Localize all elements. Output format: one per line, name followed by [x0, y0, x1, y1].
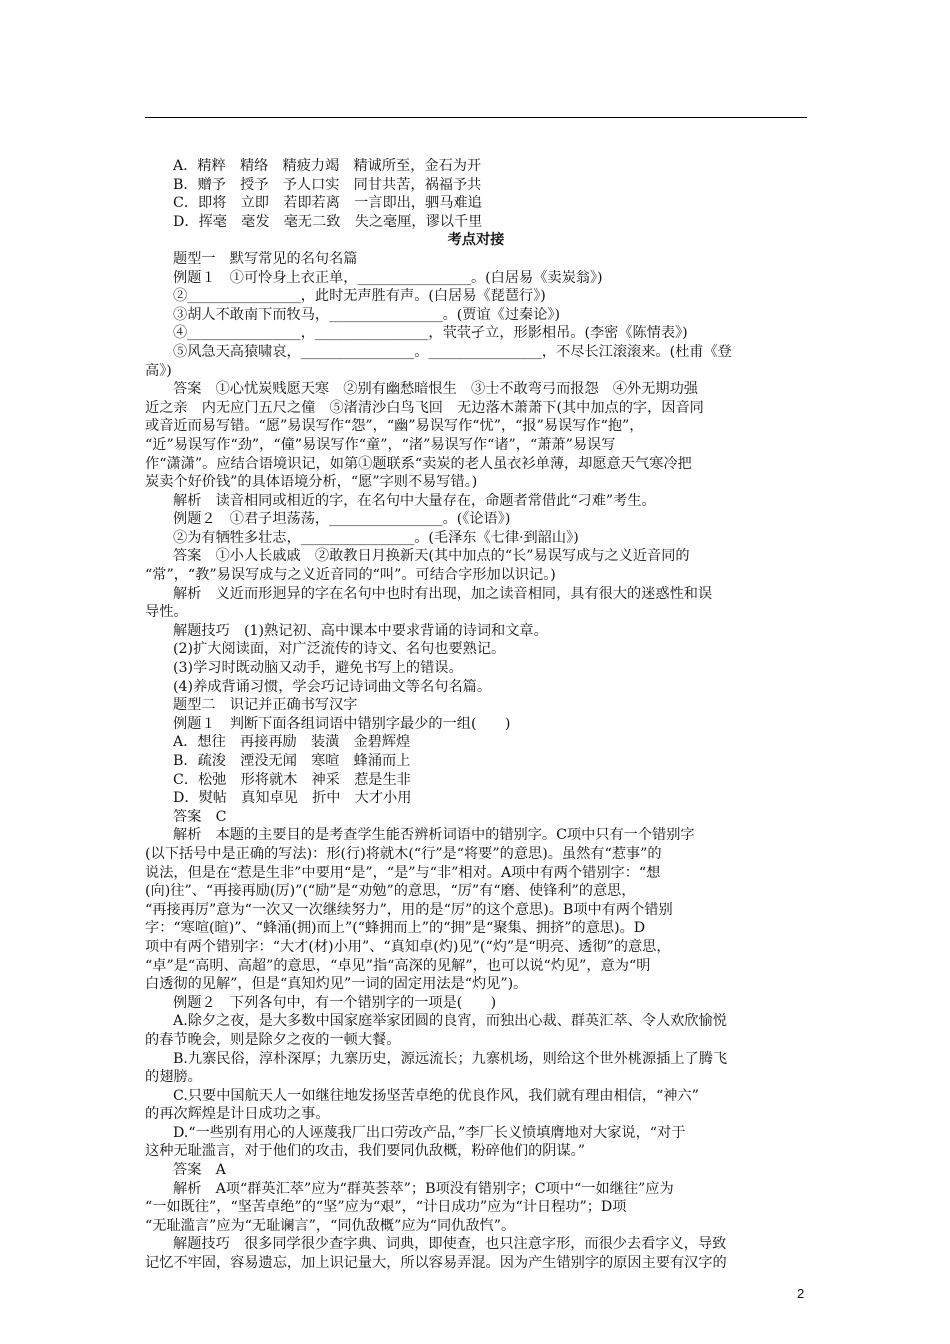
text-line: 解题技巧 很多同学很少查字典、词典，即使查，也只注意字形，而很少去看字义，导致 [173, 1236, 727, 1253]
text-line: A．想往 再接再励 装潢 金碧辉煌 [173, 734, 411, 751]
text-line: 解析 本题的主要目的是考查学生能否辨析词语中的错别字。C项中只有一个错别字 [173, 827, 695, 844]
text-line: 例题２ ①君子坦荡荡，________________。(《论语》) [173, 511, 511, 528]
section-title: 考点对接 [447, 232, 505, 249]
text-line: C．即将 立即 若即若离 一言即出，驷马难追 [173, 195, 482, 212]
document-body [145, 157, 807, 1273]
text-line: (2)扩大阅读面，对广泛流传的诗文、名句也要熟记。 [173, 641, 506, 658]
text-line: 的春节晚会，则是除夕之夜的一顿大餐。 [145, 1031, 401, 1048]
text-line: “再接再厉”意为“一次又一次继续努力”，用的是“厉”的这个意思)。B项中有两个错别 [145, 901, 673, 918]
text-line: 近之亲 内无应门五尺之僮 ⑤渚清沙白鸟飞回 无边落木萧萧下(其中加点的字，因音同 [145, 399, 704, 416]
text-line: A．精粹 精络 精疲力竭 精诚所至，金石为开 [173, 158, 482, 174]
text-line: ④________________，________________，茕茕孑立，形影相吊。(李密《陈情表》) [173, 325, 688, 342]
text-line: C．松弛 形将就木 神采 惹是生非 [173, 771, 411, 788]
text-line: ⑤风急天高猿啸哀，________________。________________，不尽长江滚滚来。(杜甫《登 [173, 343, 732, 360]
text-line: 题型二 识记并正确书写汉字 [173, 697, 358, 714]
text-line: C.只要中国航天人一如继往地发扬坚苦卓绝的优良作风，我们就有理由相信，“神六” [173, 1087, 699, 1104]
text-line: 这种无耻滥言，对于他们的攻击，我们要同仇敌概，粉碎他们的阴谋。” [145, 1143, 585, 1160]
text-line: “常”，“教”易误写成与之义近音同的“叫”。可结合字形加以识记。) [145, 567, 556, 584]
text-line: B．疏浚 湮没无闻 寒喧 蜂涌而上 [173, 753, 411, 769]
text-line: 的再次辉煌是计日成功之事。 [145, 1106, 330, 1123]
header-rule [145, 117, 807, 118]
text-line: B.九寨民俗，淳朴深厚；九寨历史，源远流长；九寨机场，则给这个世外桃源插上了腾飞 [173, 1050, 728, 1067]
text-line: (向)往”、“再接再励(厉)”(“励”是“劝勉”的意思，“厉”有“磨、使锋利”的意思， [145, 883, 636, 900]
text-line: 解析 义近而形迥异的字在名句中也时有出现，加之读音相同，具有很大的迷惑性和误 [173, 585, 713, 602]
text-line: 答案 ①心忧炭贱愿天寒 ②别有幽愁暗恨生 ③士不敢弯弓而报怨 ④外无期功强 [173, 381, 698, 398]
text-line: 记忆不牢固，容易遗忘，加上识记量大，所以容易弄混。因为产生错别字的原因主要有汉字的 [145, 1255, 727, 1272]
text-line: 炭卖个好价钱”的具体语境分析，“愿”字则不易写错。) [145, 474, 478, 491]
page-number: 2 [797, 1286, 805, 1301]
text-line: ②________________，此时无声胜有声。(白居易《琵琶行》) [173, 288, 546, 305]
text-line: 项中有两个错别字：“大才(材)小用”、“真知卓(灼)见”(“灼”是“明亮、透彻”的意思， [145, 938, 671, 955]
text-line: (4)养成背诵习惯，学会巧记诗词曲文等名句名篇。 [173, 678, 492, 695]
text-line: 导性。 [145, 604, 188, 621]
text-line: 或音近而易写错。“愿”易误写作“怨”，“幽”易误写作“忧”，“报”易误写作“抱”， [145, 418, 644, 435]
text-line: 解析 读音相同或相近的字，在名句中大量存在，命题者常借此“刁难”考生。 [173, 492, 656, 509]
text-line: 答案 C [173, 808, 227, 825]
text-line: 解析 A项“群英汇萃”应为“群英荟萃”；B项没有错别字；C项中“一如继往”应为 [173, 1180, 674, 1197]
text-line: D．挥毫 毫发 毫无二致 失之毫厘，谬以千里 [173, 213, 483, 230]
text-line: “一如既往”，“坚苦卓绝”的“坚”应为“艰”，“计日成功”应为“计日程功”；D项 [145, 1199, 627, 1216]
text-line: “无耻滥言”应为“无耻谰言”，“同仇敌概”应为“同仇敌忾”。 [145, 1217, 516, 1234]
text-line: 的翅膀。 [145, 1069, 202, 1086]
text-line: ②为有牺牲多壮志，________________。(毛泽东《七律·到韶山》) [173, 529, 579, 546]
text-line: 白透彻的见解”，但是“真知灼见”一词的固定用法是“灼见”)。 [145, 976, 528, 993]
text-line: 例题１ 判断下面各组词语中错别字最少的一组( ) [173, 715, 511, 732]
text-line: 字：“寒喧(暄)”、“蜂涌(拥)而上”(“蜂拥而上”的“拥”是“聚集、拥挤”的意思)。D [145, 920, 646, 937]
text-line: 例题２ 下列各句中，有一个错别字的一项是( ) [173, 994, 497, 1011]
text-line: 答案 ①小人长戚戚 ②敢教日月换新天(其中加点的“长”易误写成与之义近音同的 [173, 548, 690, 565]
text-line: ③胡人不敢南下而牧马，________________。(贾谊《过秦论》) [173, 306, 561, 323]
text-line: “近”易误写作“劲”，“僮”易误写作“童”，“渚”易误写作“诸”，“萧萧”易误写 [145, 436, 616, 453]
text-line: 答案 A [173, 1162, 226, 1179]
text-line: 例题１ ①可怜身上衣正单，________________。(白居易《卖炭翁》) [173, 269, 603, 286]
text-line: 题型一 默写常见的名句名篇 [173, 250, 358, 267]
text-line: A.除夕之夜，是大多数中国家庭举家团圆的良宵，而独出心裁、群英汇萃、令人欢欣愉悦 [173, 1013, 727, 1030]
text-line: D．熨帖 真知卓见 折中 大才小用 [173, 790, 412, 807]
text-line: (以下括号中是正确的写法)：形(行)将就木(“行”是“将要”的意思)。虽然有“惹事”的 [145, 845, 662, 862]
text-line: (3)学习时既动脑又动手，避免书写上的错误。 [173, 660, 463, 677]
text-line: B．赠予 授予 予人口实 同甘共苦，祸福予共 [173, 176, 482, 193]
text-line: 说法，但是在“惹是生非”中要用“是”，“是”与“非”相对。A项中有两个错别字：“想 [145, 864, 661, 881]
text-line: D.“一些别有用心的人诬蔑我厂出口劳改产品，”李厂长义愤填膺地对大家说，“对于 [173, 1124, 686, 1141]
text-line: 高》) [145, 362, 172, 379]
text-line: 解题技巧 (1)熟记初、高中课本中要求背诵的诗词和文章。 [173, 622, 548, 639]
text-line: 作“潇潇”。应结合语境识记，如第①题联系“卖炭的老人虽衣衫单薄，却愿意天气寒冷把 [145, 455, 692, 472]
text-line: “卓”是“高明、高超”的意思，“卓见”指“高深的见解”，也可以说“灼见”，意为“明 [145, 957, 651, 974]
